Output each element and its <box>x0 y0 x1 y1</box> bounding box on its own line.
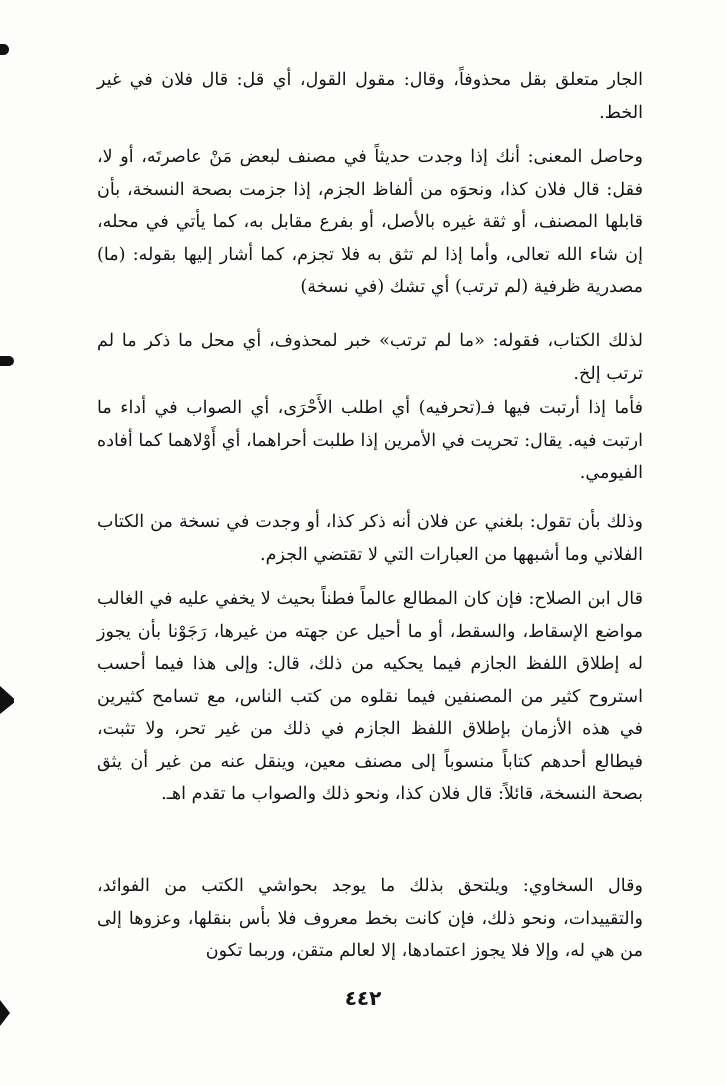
paragraph: لذلك الكتاب، فقوله: «ما لم ترتب» خبر لمحذوف، أي محل ما ذكر ما لم ترتب إلخ. <box>97 331 643 384</box>
binding-edge-mark <box>0 356 14 366</box>
paragraph: الجار متعلق بقل محذوفاً، وقال: مقول القول، أي قل: قال فلان في غير الخط. <box>97 70 643 123</box>
paragraph: قال ابن الصلاح: فإن كان المطالع عالماً فطناً بحيث لا يخفي عليه في الغالب مواضع الإسقاط، والسقط، أو ما أحيل عن جهته من غيرها، رَجَوْنا بأن يجوز له إطلاق اللفظ الجازم فيما يحكيه من ذلك، قال: وإلى هذا فيما أحسب استروح كثير من المصنفين فيما نقلوه من كتب الناس، مع تسامح كثيرين في هذه الأزمان بإطلاق اللفظ الجازم في ذلك من غير تحر، ولا تثبت، فيطالع أحدهم كتاباً منسوباً إلى مصنف معين، وينقل عنه من غير أن يثق بصحة النسخة، قائلاً: قال فلان كذا، ونحو ذلك والصواب ما تقدم اهـ. <box>97 589 643 804</box>
binding-edge-mark <box>0 686 14 714</box>
page-number: ٤٤٢ <box>344 986 382 1010</box>
paragraph: وحاصل المعنى: أنك إذا وجدت حديثاً في مصنف لبعض مَنْ عاصرتَه، أو لا، فقل: قال فلان كذا، ونحوَه من ألفاظ الجزم، إذا جزمت بصحة النسخة، بأن قابلها المصنف، أو ثقة غيره بالأصل، أو بفرع مقابل به، كما يأتي في محله، إن شاء الله تعالى، وأما إذا لم تثق به فلا تجزم، كما أشار إليها بقوله: (ما) مصدرية ظرفية (لم ترتب) أي تشك (في نسخة) <box>97 147 644 297</box>
paragraph: وذلك بأن تقول: بلغني عن فلان أنه ذكر كذا، أو وجدت في نسخة من الكتاب الفلاني وما أشبهها من العبارات التي لا تقتضي الجزم. <box>97 512 643 565</box>
binding-edge-mark <box>0 44 9 55</box>
paragraph: فأما إذا أرتبت فيها فـ(تحرفيه) أي اطلب الأَحْرَى، أي الصواب في أداء ما ارتبت فيه. يقال: تحريت في الأمرين إذا طلبت أحراهما، أي أَوْلاهما كما أفاده الفيومي. <box>97 398 643 483</box>
paragraph: وقال السخاوي: ويلتحق بذلك ما يوجد بحواشي الكتب من الفوائد، والتقييدات، ونحو ذلك، فإن كانت بخط معروف فلا بأس بنقلها، وعزوها إلى من هي له، وإلا فلا يجوز اعتمادها، إلا لعالم متقن، وربما تكون <box>97 876 643 961</box>
